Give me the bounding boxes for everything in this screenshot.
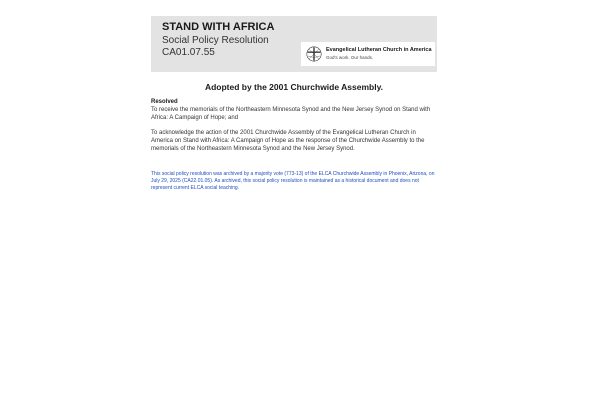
document-code: CA01.07.55 bbox=[162, 47, 215, 58]
resolved-label: Resolved bbox=[151, 99, 178, 105]
logo-tagline: God's work. Our hands. bbox=[326, 55, 374, 60]
document-title: STAND WITH AFRICA bbox=[162, 21, 275, 33]
document-page bbox=[151, 16, 437, 192]
elca-cross-icon bbox=[306, 46, 322, 62]
document-subtitle: Social Policy Resolution bbox=[162, 35, 269, 46]
elca-logo bbox=[301, 42, 435, 66]
adopted-heading: Adopted by the 2001 Churchwide Assembly. bbox=[204, 82, 384, 92]
header-band bbox=[151, 16, 437, 72]
resolution-paragraph-2: To acknowledge the action of the 2001 Churchwide Assembly of the Evangelical Lutheran Church in America on Stand with Africa: A Campaign of Hope as the response of the Churchwide Assembly to the memorials of the Northeastern Minnesota Synod and the New Jersey Synod. bbox=[151, 130, 425, 152]
archive-note: This social policy resolution was archived by a majority vote (773-13) of the ELCA Churchwide Assembly in Phoenix, Arizona, on July 29, 2025 (CA22.01.05). As archived, this social policy resolution is maintained as a historical document and does not represent current ELCA social teaching. bbox=[151, 171, 435, 191]
resolution-paragraph-1: To receive the memorials of the Northeastern Minnesota Synod and the New Jersey Synod on Stand with Africa: A Campaign of Hope; and bbox=[151, 107, 431, 121]
logo-name: Evangelical Lutheran Church in America bbox=[326, 47, 432, 53]
